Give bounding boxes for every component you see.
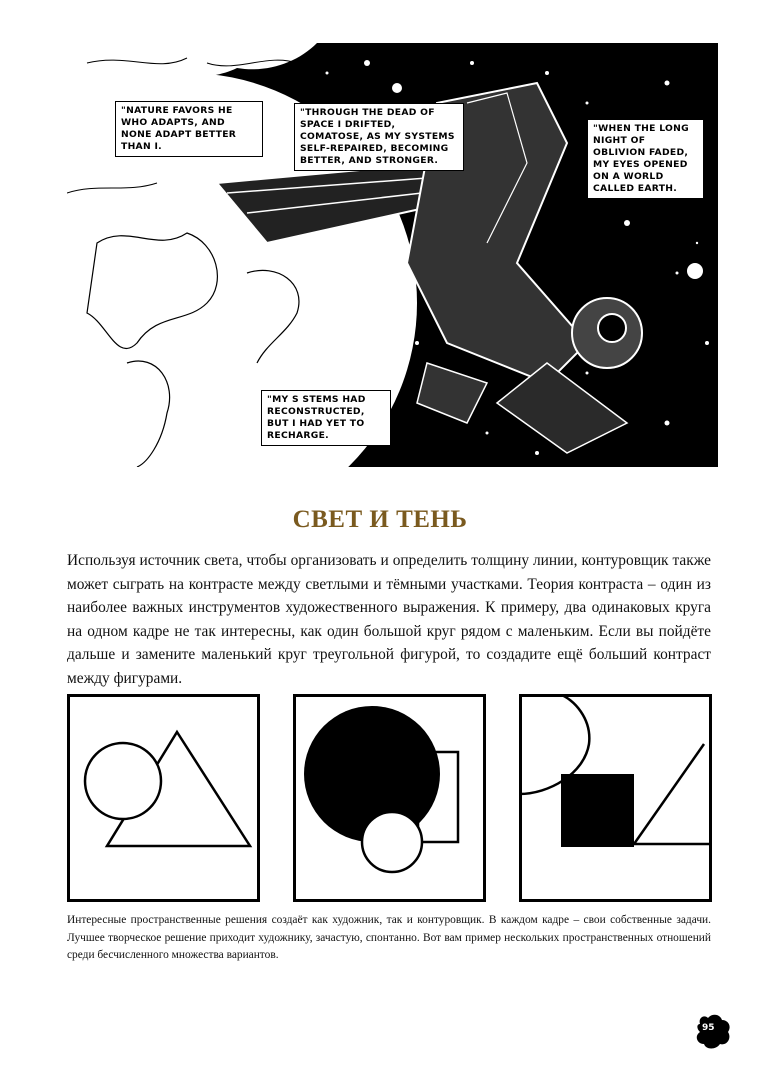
page-number: 95 [702,1023,715,1033]
circle-shape [85,743,161,819]
caption-box-4: "MY S STEMS HAD RECONSTRUCTED, BUT I HAD YET TO RECHARGE. [261,390,391,446]
section-title: СВЕТ И ТЕНЬ [292,506,468,533]
small-circle [362,812,422,872]
caption-box-3: "WHEN THE LONG NIGHT OF OBLIVION FADED, MY EYES OPENED ON A WORLD CALLED EARTH. [587,119,704,199]
comic-illustration [67,43,718,467]
black-square [561,774,634,847]
diagram-big-small-circle [293,694,486,902]
page-number-badge [694,1012,734,1052]
diagram-circle-triangle [67,694,260,902]
body-paragraph: Используя источник света, чтобы организовать и определить толщину линии, контуровщик также может сыграть на контрасте между светлыми и тёмными участками. Теория контраста – один из наиболее важных инструментов художественного выражения. К примеру, два одинаковых круга на одном кадре не так интересны, как один большой круг рядом с маленьким. Если вы пойдёте дальше и замените маленький круг треугольной фигурой, то создадите ещё больший контраст между фигурами. [67,552,711,687]
diagram-square-lines [519,694,712,902]
diagram-caption: Интересные пространственные решения создаёт как художник, так и контуровщик. В каждом кадре – свои собственные задачи. Лучшее творческое решение приходит художнику, зачастую, спонтанно. Вот вам пример нескольких пространственных отношений среди бесчисленного множества вариантов. [67,914,711,961]
contrast-diagrams [67,694,713,904]
caption-box-1: "NATURE FAVORS HE WHO ADAPTS, AND NONE ADAPT BETTER THAN I. [115,101,263,157]
caption-box-2: "THROUGH THE DEAD OF SPACE I DRIFTED, COMATOSE, AS MY SYSTEMS SELF-REPAIRED, BECOMING BETTER, AND STRONGER. [294,103,464,171]
